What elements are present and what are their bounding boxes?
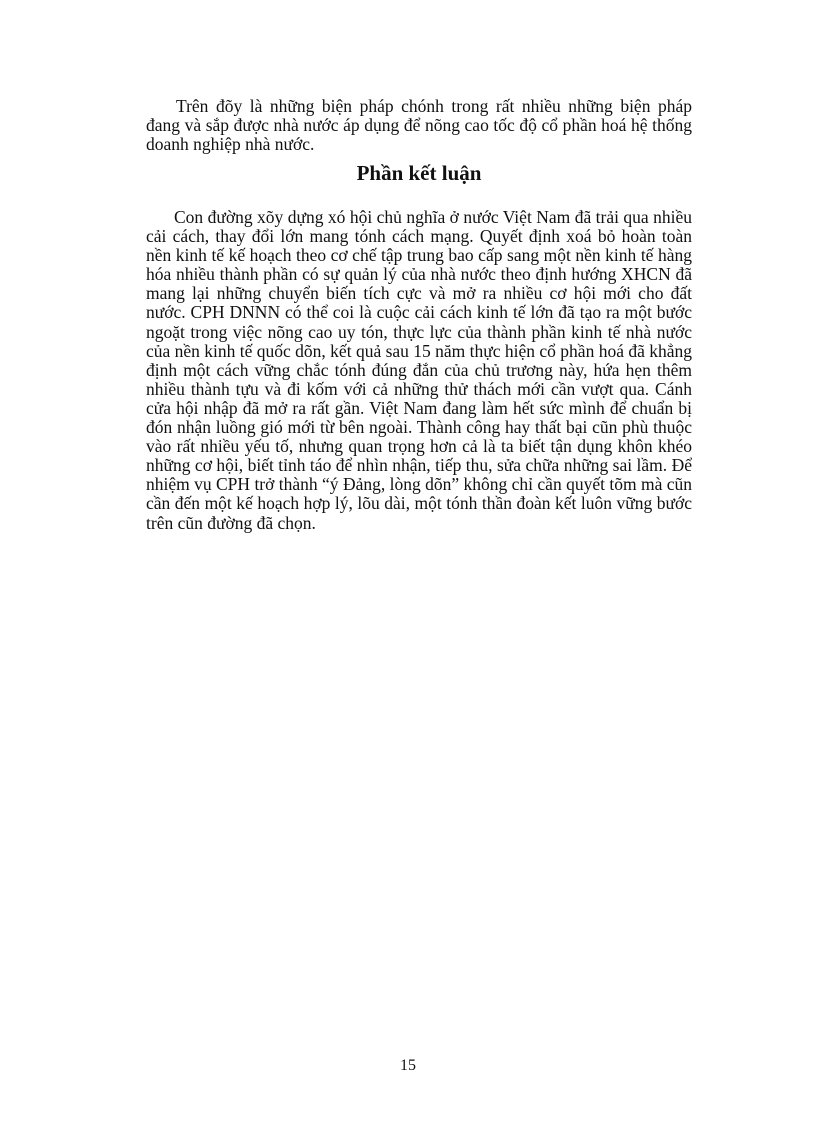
intro-paragraph: Trên đõy là những biện pháp chónh trong rất nhiều những biện pháp đang và sắp được nhà nước áp dụng để nõng cao tốc độ cổ phần hoá hệ thống doanh nghiệp nhà nước.: [146, 96, 692, 155]
section-heading: Phần kết luận: [356, 161, 482, 185]
intro-section: [146, 97, 692, 154]
page-number: 15: [400, 1057, 416, 1074]
conclusion-paragraph: Con đường xõy dựng xó hội chủ nghĩa ở nước Việt Nam đã trải qua nhiều cải cách, thay đổi lớn mang tónh cách mạng. Quyết định xoá bỏ hoàn toàn nền kinh tế kế hoạch theo cơ chế tập trung bao cấp sang một nền kinh tế hàng hóa nhiều thành phần có sự quản lý của nhà nước theo định hướng XHCN đã mang lại những chuyển biến tích cực và mở ra nhiều cơ hội mới cho đất nước. CPH DNNN có thể coi là cuộc cải cách kinh tế lớn đã tạo ra một bước ngoặt trong việc nõng cao uy tón, thực lực của thành phần kinh tế nhà nước của nền kinh tế quốc dõn, kết quả sau 15 năm thực hiện cổ phần hoá đã khẳng định một cách vững chắc tónh đúng đắn của chủ trương này, hứa hẹn thêm nhiều thành tựu và đi kốm với cả những thử thách mới cần vượt qua. Cánh cửa hội nhập đã mở ra rất gần. Việt Nam đang làm hết sức mình để chuẩn bị đón nhận luồng gió mới từ bên ngoài. Thành công hay thất bại cũn phù thuộc vào rất nhiều yếu tố, nhưng quan trọng hơn cả là ta biết tận dụng khôn khéo những cơ hội, biết tỉnh táo để nhìn nhận, tiếp thu, sửa chữa những sai lầm. Để nhiệm vụ CPH trở thành “ý Đảng, lòng dõn” không chỉ cần quyết tõm mà cũn cần đến một kế hoạch hợp lý, lõu dài, một tónh thần đoàn kết luôn vững bước trên cũn đường đã chọn.: [146, 207, 692, 533]
